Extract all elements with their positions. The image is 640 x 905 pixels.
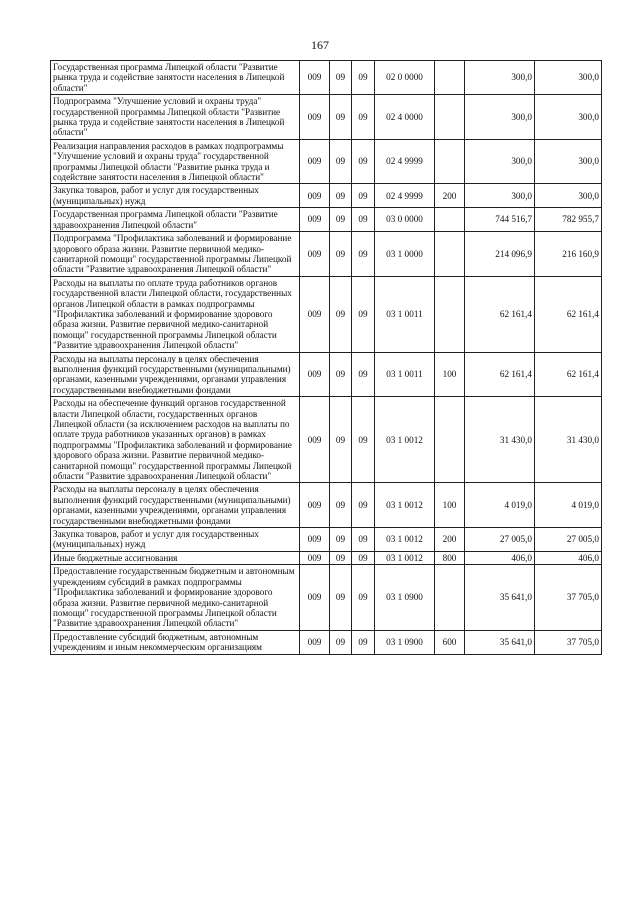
amount-year1-cell: 35 641,0 [465,565,535,630]
row-name-cell: Реализация направления расходов в рамках подпрограммы "Улучшение условий и охраны труда" государственной программы Липецкой области "Развитие рынка труда и содействие занятости населения в Липецкой области" [51,139,300,184]
table-row [51,551,602,564]
ministry-code-cell: 009 [300,184,330,208]
expense-type-cell [435,565,465,630]
section-code-cell: 09 [330,139,352,184]
amount-year2-cell: 300,0 [535,184,602,208]
target-code-cell: 03 1 0011 [375,352,435,397]
expense-type-cell [435,95,465,140]
amount-year2-cell: 4 019,0 [535,483,602,528]
page-number: 167 [311,38,329,52]
target-code-cell: 03 1 0900 [375,565,435,630]
ministry-code-cell: 009 [300,528,330,552]
target-code-cell: 03 1 0000 [375,232,435,277]
section-code-cell: 09 [330,352,352,397]
amount-year1-cell: 62 161,4 [465,276,535,352]
row-name-cell: Подпрограмма "Профилактика заболеваний и формирование здорового образа жизни. Развитие первичной медико-санитарной помощи" государственной программы Липецкой области "Развитие здравоохранения Липецкой области" [51,232,300,277]
expense-type-cell: 800 [435,551,465,564]
section-code-cell: 09 [330,397,352,483]
amount-year1-cell: 35 641,0 [465,630,535,654]
subsection-code-cell: 09 [352,352,375,397]
amount-year1-cell: 744 516,7 [465,208,535,232]
expense-type-cell [435,232,465,277]
amount-year1-cell: 300,0 [465,139,535,184]
ministry-code-cell: 009 [300,208,330,232]
table-row [51,483,602,528]
row-name-cell: Государственная программа Липецкой области "Развитие рынка труда и содействие занятости населения в Липецкой области" [51,61,300,95]
table-row [51,352,602,397]
subsection-code-cell: 09 [352,208,375,232]
row-name-cell: Предоставление субсидий бюджетным, автономным учреждениям и иным некоммерческим организациям [51,630,300,654]
section-code-cell: 09 [330,565,352,630]
row-name-cell: Расходы на выплаты персоналу в целях обеспечения выполнения функций государственными (муниципальными) органами, казенными учреждениями, органами управления государственными внебюджетными фондами [51,352,300,397]
amount-year2-cell: 216 160,9 [535,232,602,277]
ministry-code-cell: 009 [300,276,330,352]
amount-year1-cell: 300,0 [465,61,535,95]
row-name-cell: Иные бюджетные ассигнования [51,551,300,564]
target-code-cell: 03 1 0900 [375,630,435,654]
amount-year2-cell: 300,0 [535,61,602,95]
amount-year2-cell: 300,0 [535,139,602,184]
subsection-code-cell: 09 [352,232,375,277]
expense-type-cell: 100 [435,483,465,528]
section-code-cell: 09 [330,208,352,232]
amount-year2-cell: 782 955,7 [535,208,602,232]
amount-year1-cell: 300,0 [465,95,535,140]
amount-year1-cell: 300,0 [465,184,535,208]
section-code-cell: 09 [330,483,352,528]
expense-type-cell [435,208,465,232]
subsection-code-cell: 09 [352,551,375,564]
expense-type-cell: 600 [435,630,465,654]
amount-year2-cell: 62 161,4 [535,276,602,352]
target-code-cell: 03 1 0011 [375,276,435,352]
target-code-cell: 03 0 0000 [375,208,435,232]
table-row [51,565,602,630]
subsection-code-cell: 09 [352,397,375,483]
expense-type-cell: 200 [435,184,465,208]
row-name-cell: Расходы на обеспечение функций органов государственной власти Липецкой области, государственных органов Липецкой области (за исключением расходов на выплаты по оплате труда работников указанных органов) в рамках подпрограммы "Профилактика заболеваний и формирование здорового образа жизни. Развитие первичной медико-санитарной помощи" государственной программы Липецкой области "Развитие здравоохранения Липецкой области" [51,397,300,483]
target-code-cell: 02 4 9999 [375,184,435,208]
row-name-cell: Государственная программа Липецкой области "Развитие здравоохранения Липецкой области" [51,208,300,232]
row-name-cell: Предоставление государственным бюджетным и автономным учреждениям субсидий в рамках подпрограммы "Профилактика заболеваний и формирование здорового образа жизни. Развитие первичной медико-санитарной помощи" государственной программы Липецкой области "Развитие здравоохранения Липецкой области" [51,565,300,630]
ministry-code-cell: 009 [300,630,330,654]
table-body [51,61,602,655]
amount-year2-cell: 406,0 [535,551,602,564]
section-code-cell: 09 [330,184,352,208]
expense-type-cell: 200 [435,528,465,552]
table-row [51,139,602,184]
table-row [51,630,602,654]
amount-year2-cell: 300,0 [535,95,602,140]
row-name-cell: Закупка товаров, работ и услуг для государственных (муниципальных) нужд [51,184,300,208]
section-code-cell: 09 [330,95,352,140]
ministry-code-cell: 009 [300,397,330,483]
subsection-code-cell: 09 [352,95,375,140]
amount-year2-cell: 37 705,0 [535,565,602,630]
amount-year1-cell: 406,0 [465,551,535,564]
amount-year1-cell: 27 005,0 [465,528,535,552]
ministry-code-cell: 009 [300,483,330,528]
expense-type-cell: 100 [435,352,465,397]
expense-type-cell [435,139,465,184]
table-row [51,276,602,352]
subsection-code-cell: 09 [352,528,375,552]
row-name-cell: Расходы на выплаты по оплате труда работников органов государственной власти Липецкой области, государственных органов Липецкой области в рамках подпрограммы "Профилактика заболеваний и формирование здорового образа жизни. Развитие первичной медико-санитарной помощи" государственной программы Липецкой области "Развитие здравоохранения Липецкой области" [51,276,300,352]
ministry-code-cell: 009 [300,139,330,184]
target-code-cell: 03 1 0012 [375,551,435,564]
amount-year1-cell: 4 019,0 [465,483,535,528]
expense-type-cell [435,397,465,483]
subsection-code-cell: 09 [352,630,375,654]
section-code-cell: 09 [330,232,352,277]
expense-type-cell [435,61,465,95]
ministry-code-cell: 009 [300,95,330,140]
amount-year2-cell: 31 430,0 [535,397,602,483]
ministry-code-cell: 009 [300,232,330,277]
target-code-cell: 03 1 0012 [375,483,435,528]
subsection-code-cell: 09 [352,139,375,184]
row-name-cell: Расходы на выплаты персоналу в целях обеспечения выполнения функций государственными (муниципальными) органами, казенными учреждениями, органами управления государственными внебюджетными фондами [51,483,300,528]
subsection-code-cell: 09 [352,565,375,630]
table-row [51,61,602,95]
ministry-code-cell: 009 [300,565,330,630]
amount-year1-cell: 214 096,9 [465,232,535,277]
subsection-code-cell: 09 [352,61,375,95]
section-code-cell: 09 [330,528,352,552]
subsection-code-cell: 09 [352,483,375,528]
amount-year1-cell: 31 430,0 [465,397,535,483]
row-name-cell: Закупка товаров, работ и услуг для государственных (муниципальных) нужд [51,528,300,552]
target-code-cell: 03 1 0012 [375,528,435,552]
ministry-code-cell: 009 [300,551,330,564]
table-row [51,528,602,552]
row-name-cell: Подпрограмма "Улучшение условий и охраны труда" государственной программы Липецкой области "Развитие рынка труда и содействие занятости населения в Липецкой области" [51,95,300,140]
subsection-code-cell: 09 [352,184,375,208]
subsection-code-cell: 09 [352,276,375,352]
amount-year2-cell: 37 705,0 [535,630,602,654]
table-row [51,397,602,483]
expense-type-cell [435,276,465,352]
section-code-cell: 09 [330,276,352,352]
target-code-cell: 02 4 0000 [375,95,435,140]
amount-year2-cell: 27 005,0 [535,528,602,552]
section-code-cell: 09 [330,551,352,564]
ministry-code-cell: 009 [300,352,330,397]
table-row [51,208,602,232]
table-row [51,184,602,208]
target-code-cell: 02 4 9999 [375,139,435,184]
table-row [51,232,602,277]
ministry-code-cell: 009 [300,61,330,95]
target-code-cell: 02 0 0000 [375,61,435,95]
table-row [51,95,602,140]
section-code-cell: 09 [330,61,352,95]
amount-year1-cell: 62 161,4 [465,352,535,397]
target-code-cell: 03 1 0012 [375,397,435,483]
budget-table [50,60,602,655]
section-code-cell: 09 [330,630,352,654]
amount-year2-cell: 62 161,4 [535,352,602,397]
